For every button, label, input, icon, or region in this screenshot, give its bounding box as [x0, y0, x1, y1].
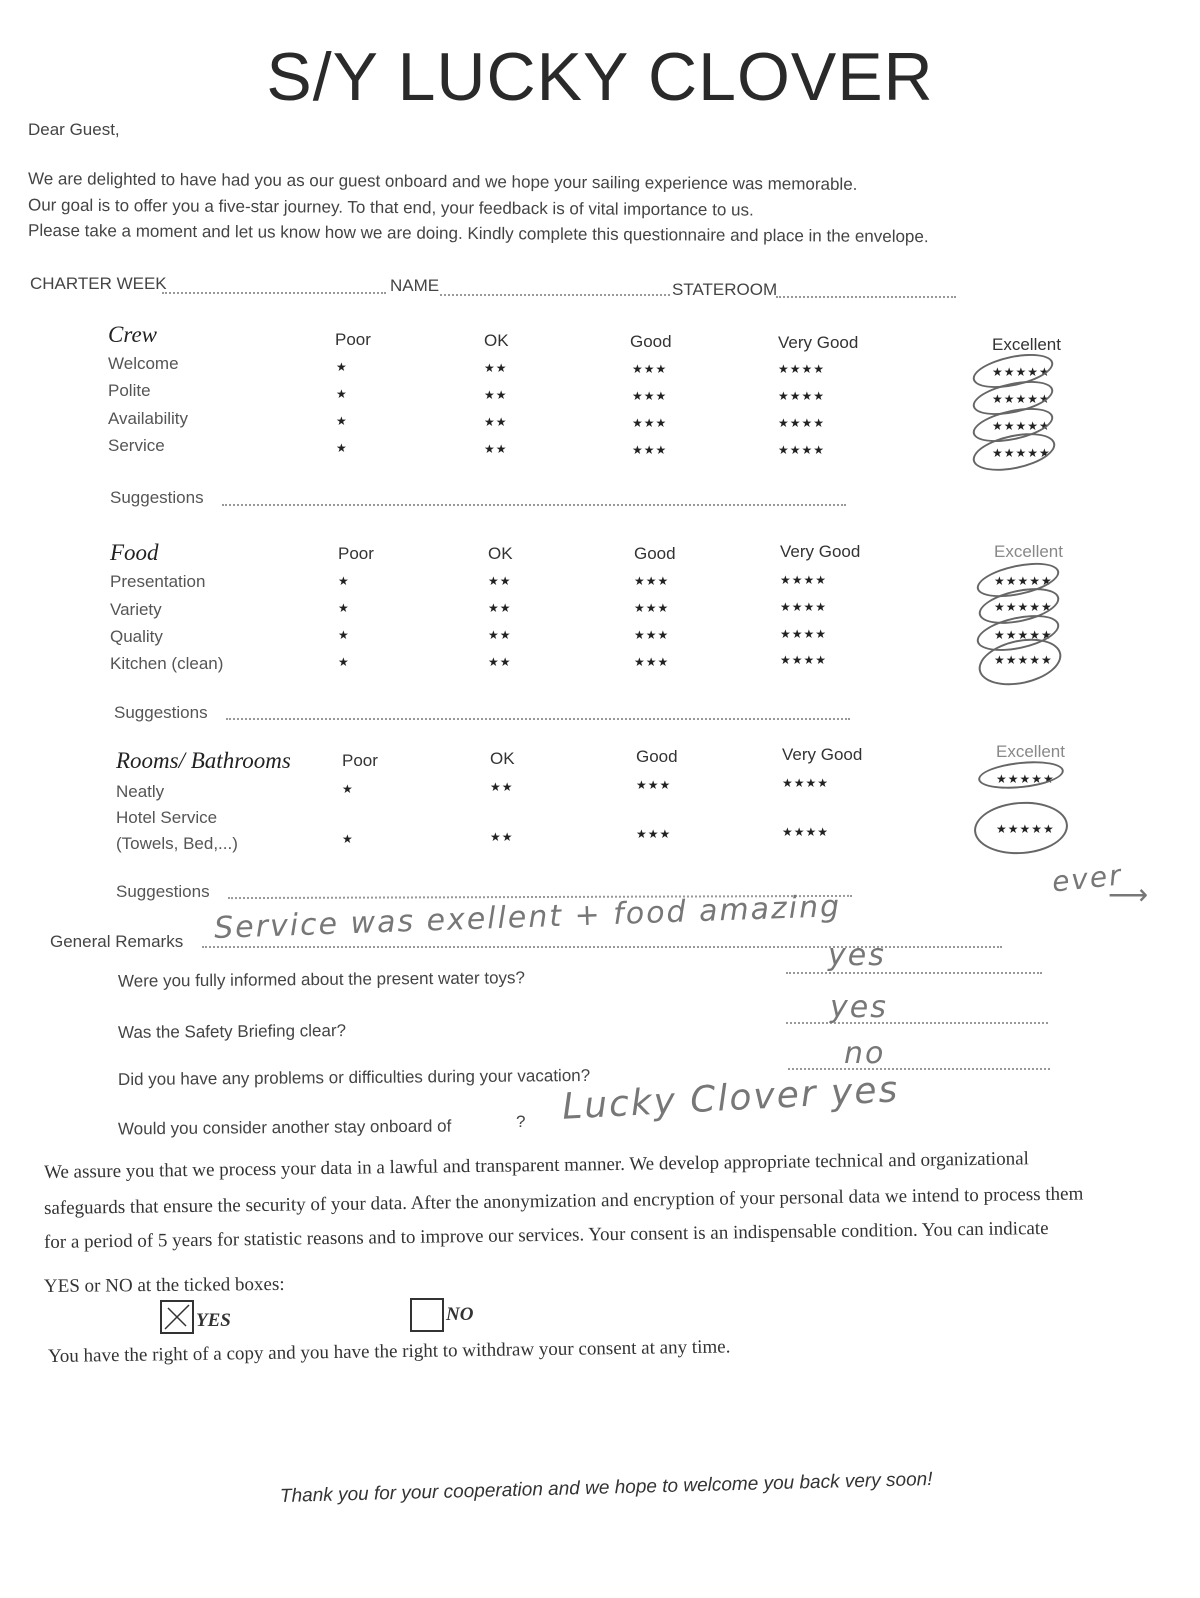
food-row-label: Quality	[110, 627, 163, 646]
crew-row-label: Availability	[108, 409, 189, 428]
rating-star[interactable]: ★★★★	[778, 443, 826, 457]
rating-star[interactable]: ★★★	[632, 389, 668, 403]
food-col-excellent: Excellent	[994, 542, 1063, 561]
rating-star[interactable]: ★★★	[634, 601, 670, 615]
rating-star[interactable]: ★★★★	[780, 573, 828, 587]
arrow-icon: ⟶	[1108, 879, 1149, 910]
rating-star[interactable]: ★★	[490, 830, 514, 844]
rooms-col-excellent: Excellent	[996, 742, 1065, 761]
answer-another-stay-handwriting: Lucky Clover yes	[561, 1069, 901, 1128]
rating-star[interactable]: ★★★★	[778, 416, 826, 430]
crew-col-very-good: Very Good	[778, 333, 859, 352]
intro-line-3: Please take a moment and let us know how we are doing. Kindly complete this questionnaire and place in the envelope.	[27, 220, 929, 247]
general-remarks-label: General Remarks	[50, 932, 184, 951]
rating-star[interactable]: ★★★	[632, 416, 668, 430]
rating-star[interactable]: ★★★★★	[994, 653, 1053, 667]
excellent-circle-mark	[972, 799, 1069, 857]
rating-star[interactable]: ★★	[484, 388, 508, 402]
crew-col-excellent: Excellent	[992, 335, 1061, 354]
rating-star[interactable]: ★★★★	[780, 627, 828, 641]
charter-week-label: CHARTER WEEK	[30, 274, 167, 293]
rating-star[interactable]: ★	[336, 441, 348, 455]
rooms-col-very-good: Very Good	[782, 745, 863, 764]
food-col-poor: Poor	[338, 544, 374, 563]
rating-star[interactable]: ★★★★	[782, 825, 830, 839]
withdraw-consent-text: You have the right of a copy and you have the right to withdraw your consent at any time.	[47, 1336, 731, 1367]
food-section-title: Food	[110, 540, 159, 565]
crew-row-label: Service	[108, 436, 165, 455]
thank-you-message: Thank you for your cooperation and we hope to welcome you back very soon!	[279, 1468, 933, 1507]
rating-star[interactable]: ★★★	[634, 628, 670, 642]
question-water-toys: Were you fully informed about the present water toys?	[117, 968, 526, 991]
rooms-col-good: Good	[636, 747, 678, 766]
rating-star[interactable]: ★★★★★	[994, 600, 1053, 614]
rating-star[interactable]: ★★★★★	[994, 628, 1053, 642]
rating-star[interactable]: ★	[342, 782, 354, 796]
rating-star[interactable]: ★★★★	[782, 776, 830, 790]
food-col-good: Good	[634, 544, 676, 563]
rating-star[interactable]: ★	[338, 601, 350, 615]
rating-star[interactable]: ★	[338, 574, 350, 588]
question-another-stay: Would you consider another stay onboard of	[117, 1116, 452, 1139]
rating-star[interactable]: ★★★	[634, 574, 670, 588]
crew-col-ok: OK	[484, 331, 509, 350]
privacy-line-4: YES or NO at the ticked boxes:	[43, 1273, 285, 1297]
food-row-label: Presentation	[110, 572, 206, 591]
food-row-label: Variety	[110, 600, 162, 619]
rating-star[interactable]: ★★★	[632, 362, 668, 376]
question-safety-briefing: Was the Safety Briefing clear?	[117, 1021, 347, 1042]
privacy-line-2: safeguards that ensure the security of your data. After the anonymization and encryption of your personal data we intend to process them	[43, 1183, 1084, 1219]
rooms-col-poor: Poor	[342, 751, 378, 770]
rating-star[interactable]: ★★★★	[778, 362, 826, 376]
charter-week-field[interactable]	[162, 292, 386, 294]
food-row-label: Kitchen (clean)	[110, 654, 224, 673]
question-mark: ?	[516, 1112, 526, 1131]
food-suggestions-label: Suggestions	[114, 703, 208, 722]
stateroom-label: STATEROOM	[672, 280, 778, 299]
privacy-line-3: for a period of 5 years for statistic reasons and to improve our services. Your consent is an indispensable condition. You can indicate	[43, 1217, 1049, 1253]
consent-no-label: NO	[446, 1304, 474, 1325]
rating-star[interactable]: ★★★★★	[992, 446, 1051, 460]
rooms-row-label-line2: (Towels, Bed,...)	[116, 834, 238, 853]
rating-star[interactable]: ★★	[488, 628, 512, 642]
rating-star[interactable]: ★★★	[632, 443, 668, 457]
rating-star[interactable]: ★	[338, 655, 350, 669]
rating-star[interactable]: ★★★★	[778, 389, 826, 403]
consent-yes-checkbox[interactable]	[160, 1300, 194, 1334]
document-title: S/Y LUCKY CLOVER	[266, 39, 934, 115]
rating-star[interactable]: ★★★★★	[992, 392, 1051, 406]
privacy-line-1: We assure you that we process your data in a lawful and transparent manner. We develop appropriate technical and organizational	[43, 1148, 1029, 1183]
answer-problems-handwriting: no	[844, 1036, 886, 1071]
food-col-very-good: Very Good	[780, 542, 861, 561]
question-problems: Did you have any problems or difficulties during your vacation?	[117, 1065, 591, 1090]
rating-star[interactable]: ★★	[484, 361, 508, 375]
rating-star[interactable]: ★	[336, 387, 348, 401]
general-remarks-handwriting: Service was exellent + food amazing	[213, 889, 842, 946]
rating-star[interactable]: ★★★★★	[994, 574, 1053, 588]
intro-line-2: Our goal is to offer you a five-star journey. To that end, your feedback is of vital importance to us.	[27, 195, 754, 220]
rating-star[interactable]: ★	[336, 360, 348, 374]
rating-star[interactable]: ★★	[484, 415, 508, 429]
rating-star[interactable]: ★★★	[634, 655, 670, 669]
greeting: Dear Guest,	[28, 120, 120, 139]
rating-star[interactable]: ★★	[488, 601, 512, 615]
rating-star[interactable]: ★★★★★	[992, 419, 1051, 433]
rating-star[interactable]: ★★★★★	[996, 822, 1055, 836]
crew-suggestions-label: Suggestions	[110, 488, 204, 507]
consent-yes-label: YES	[196, 1310, 231, 1331]
answer-field-problems[interactable]	[788, 1068, 1050, 1070]
crew-row-label: Welcome	[108, 354, 179, 373]
stateroom-field[interactable]	[776, 296, 956, 298]
rooms-section-title: Rooms/ Bathrooms	[116, 748, 291, 773]
check-x-icon	[162, 1302, 192, 1332]
rating-star[interactable]: ★	[338, 628, 350, 642]
excellent-circle-mark	[977, 758, 1065, 793]
rooms-row-label: Neatly	[116, 782, 165, 801]
rating-star[interactable]: ★★★	[636, 778, 672, 792]
rating-star[interactable]: ★★	[484, 442, 508, 456]
rooms-suggestions-label: Suggestions	[116, 882, 210, 901]
rating-star[interactable]: ★	[336, 414, 348, 428]
rating-star[interactable]: ★★	[488, 574, 512, 588]
rating-star[interactable]: ★★★	[636, 827, 672, 841]
crew-col-poor: Poor	[335, 330, 371, 349]
answer-field-safety-briefing[interactable]	[786, 1022, 1048, 1024]
answer-safety-briefing-handwriting: yes	[830, 990, 888, 1025]
rating-star[interactable]: ★★★★	[780, 653, 828, 667]
general-remarks-overflow-handwriting: ever	[1050, 858, 1125, 899]
crew-section-title: Crew	[108, 322, 157, 347]
rating-star[interactable]: ★★	[488, 655, 512, 669]
rating-star[interactable]: ★★★★	[780, 600, 828, 614]
rating-star[interactable]: ★★★★★	[992, 365, 1051, 379]
answer-water-toys-handwriting: yes	[828, 938, 886, 973]
name-label: NAME	[390, 276, 440, 295]
rooms-row-label-line1: Hotel Service	[116, 808, 218, 827]
answer-field-water-toys[interactable]	[786, 972, 1042, 974]
rating-star[interactable]: ★★	[490, 780, 514, 794]
crew-row-label: Polite	[108, 381, 151, 400]
food-col-ok: OK	[488, 544, 513, 563]
rating-star[interactable]: ★	[342, 832, 354, 846]
rating-star[interactable]: ★★★★★	[996, 772, 1055, 786]
crew-col-good: Good	[630, 332, 672, 351]
rooms-col-ok: OK	[490, 749, 515, 768]
consent-no-checkbox[interactable]	[410, 1298, 444, 1332]
intro-line-1: We are delighted to have had you as our guest onboard and we hope your sailing experience was memorable.	[27, 169, 858, 194]
food-suggestions-field[interactable]	[226, 718, 850, 720]
name-field[interactable]	[440, 294, 670, 296]
crew-suggestions-field[interactable]	[222, 504, 846, 506]
